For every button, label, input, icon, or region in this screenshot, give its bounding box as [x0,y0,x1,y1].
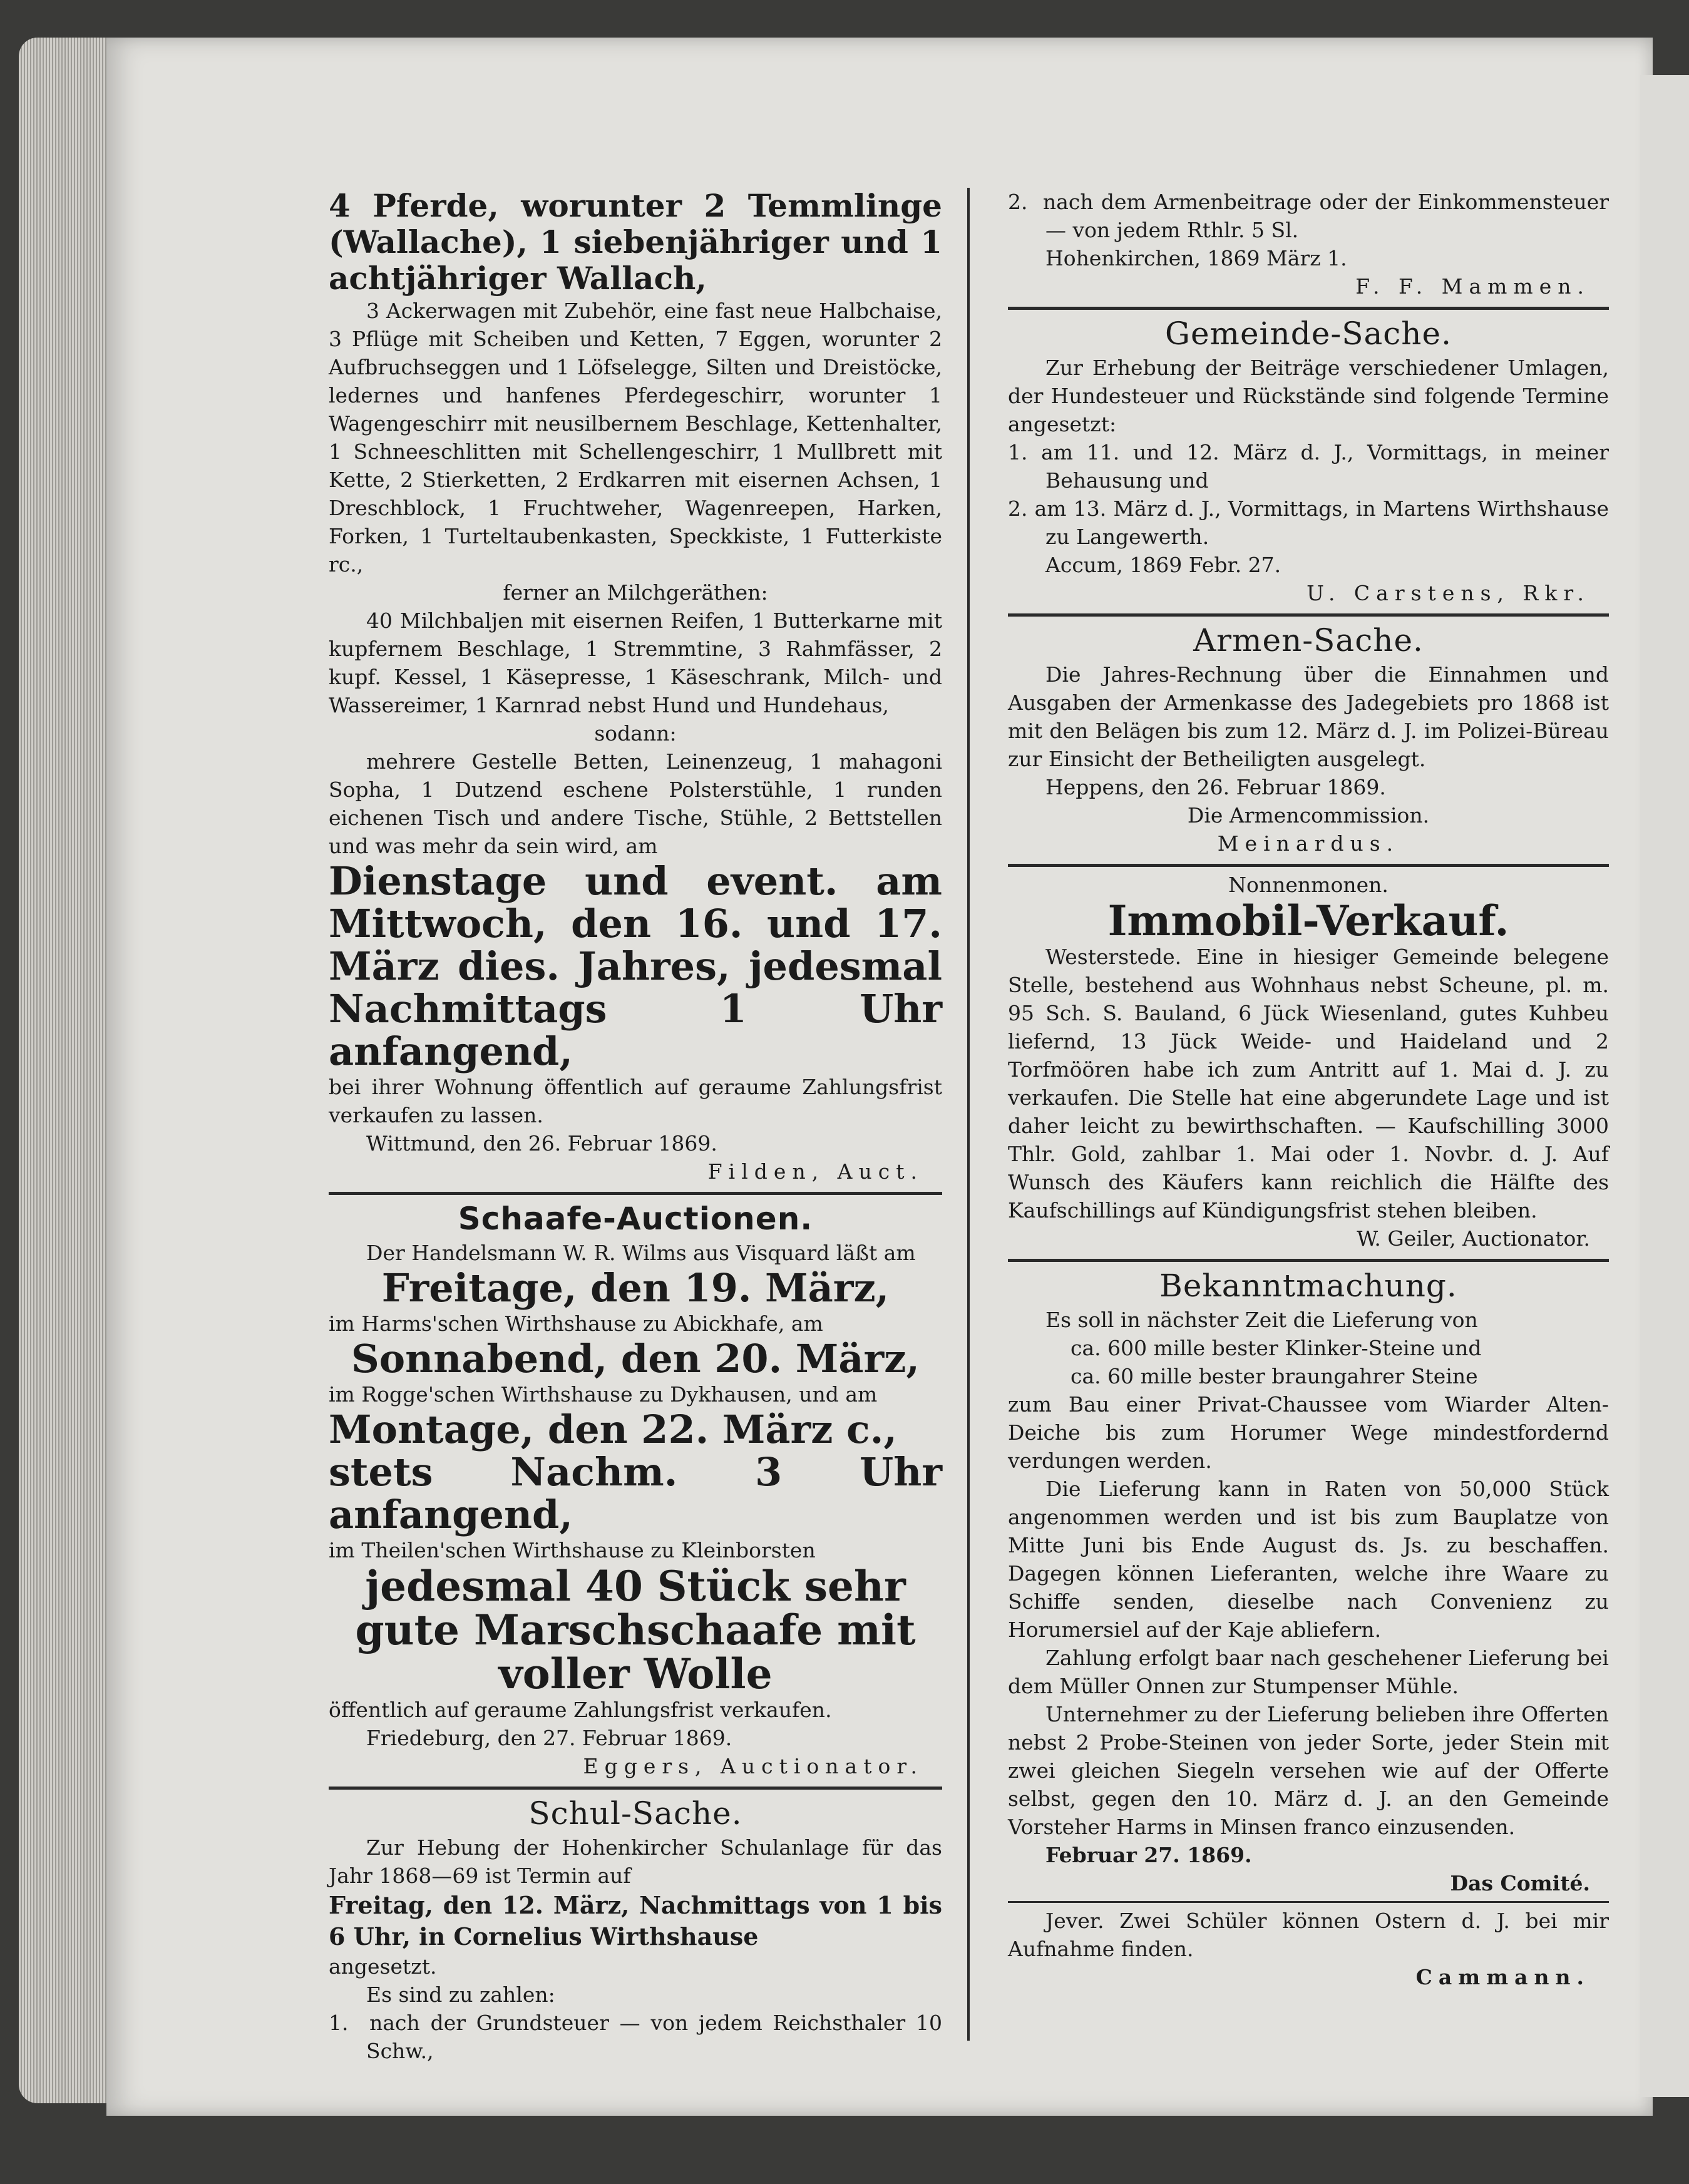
notice-body: Die Jahres-Rechnung über die Einnahmen und Ausgaben der Armenkasse des Jadegebiets pro 1868 ist mit den Belägen bis zum 12. März d. J. im Polizei-Büreau zur Einsicht der Betheiligten ausgelegt. [1008,662,1609,771]
auction-location: im Rogge'schen Wirthshause zu Dykhausen, und am [329,1382,878,1407]
section-rule [1008,307,1609,310]
section-heading: Bekanntmachung. [1159,1268,1457,1304]
announcement-date: Februar 27. 1869. [1045,1843,1252,1867]
signature: Filden, Auct. [707,1159,923,1184]
section-heading: Schaafe-Auctionen. [458,1201,813,1237]
payment-item [1008,188,1609,244]
signature: W. Geiler, Auctionator. [1357,1226,1590,1251]
item-text: nach dem Armenbeitrage oder der Einkommensteuer — von jedem Rthlr. 5 Sl. [1042,190,1609,242]
section-heading: Gemeinde-Sache. [1165,315,1452,352]
school-notice [329,1793,942,2065]
notice-body: Jever. Zwei Schüler können Ostern d. J. bei mir Aufnahme finden. [1008,1909,1609,1961]
section-rule [1008,613,1609,617]
school-notice-continued [1008,188,1609,300]
auction-lot: jedesmal 40 Stück sehr gute Marschschaafe mit voller Wolle [355,1562,916,1698]
signature: U. Carstens, Rkr. [1307,581,1590,605]
auction-location: im Theilen'schen Wirthshause zu Kleinborsten [329,1538,816,1562]
place-date: Heppens, den 26. Februar 1869. [1045,775,1386,799]
section-rule [1008,864,1609,867]
ad-title: 4 Pferde, worunter 2 Temmlinge (Wallache), 1 siebenjähriger und 1 achtjähriger Wallach, [329,187,942,297]
section-heading: Immobil-Verkauf. [1107,896,1509,945]
announcement-paragraph: zum Bau einer Privat-Chaussee vom Wiarder Alten-Deiche bis zum Horumer Wege mindestfordernd verdungen werden. [1008,1392,1609,1473]
poor-relief-notice [1008,620,1609,858]
facing-page-edge [1640,75,1689,2097]
announcement-line: Es soll in nächster Zeit die Lieferung von [1045,1308,1478,1332]
notice-pay: Es sind zu zahlen: [366,1982,555,2007]
place-date: Accum, 1869 Febr. 27. [1045,553,1281,577]
notice-intro: Zur Erhebung der Beiträge verschiedener Umlagen, der Hundesteuer und Rückstände sind folgende Termine angesetzt: [1008,356,1609,436]
overline-text: Nonnenmonen. [1228,873,1389,897]
announcement-line: ca. 600 mille bester Klinker-Steine und [1070,1336,1482,1360]
announcement-paragraph: Unternehmer zu der Lieferung belieben ihre Offerten nebst 2 Probe-Steinen von jeder Sorte, jeder Stein mit zwei gleichen Siegeln versehen wie auf der Offerte selbst, gegen den 10. März d. J. an den Gemeinde Vorsteher Harms in Minsen franco einzusenden. [1008,1702,1609,1839]
sheep-auction-ad [329,1199,942,1780]
ad-subheading: sodann: [594,721,677,746]
left-column [329,188,942,2065]
announcement [1008,1266,1609,1897]
announcement-line: ca. 60 mille bester braungahrer Steine [1070,1364,1478,1388]
notice-set: angesetzt. [329,1954,437,1979]
section-heading: Schul-Sache. [528,1795,742,1832]
right-column [1008,188,1609,1991]
book-edge [19,38,113,2103]
ad-body: mehrere Gestelle Betten, Leinenzeug, 1 mahagoni Sopha, 1 Dutzend eschene Polsterstühle, 1 runden eichenen Tisch und andere Tische, Stühle, 2 Bettstellen und was mehr da sein wird, am [329,749,942,858]
ad-intro: Der Handelsmann W. R. Wilms aus Visquard läßt am [366,1241,916,1265]
property-sale-ad [1008,871,1609,1253]
signature: Meinardus. [1217,831,1400,856]
ad-body: 40 Milchbaljen mit eisernen Reifen, 1 Butterkarne mit kupfernem Beschlage, 1 Stremmtine, 3 Rahmfässer, 2 kupf. Kessel, 1 Käsepresse, 1 Käseschrank, Milch- und Wassereimer, 1 Karnrad nebst Hund und Hundehaus, [329,608,942,717]
auction-date: Dienstage und event. am Mittwoch, den 16. und 17. März dies. Jahres, jedesmal Nachmittags 1 Uhr anfangend, [329,858,942,1074]
municipal-notice [1008,314,1609,607]
auction-date: Sonnabend, den 20. März, [351,1336,920,1382]
ad-subheading: ferner an Milchgeräthen: [503,580,768,605]
signature: Cammann. [1415,1965,1590,1989]
auction-date: Montage, den 22. März c., [329,1407,897,1452]
announcement-paragraph: Zahlung erfolgt baar nach geschehener Lieferung bei dem Müller Onnen zur Stumpenser Mühle. [1008,1646,1609,1698]
item-number: 1. [329,2011,349,2035]
term-item: 1. am 11. und 12. März d. J., Vormittags, in meiner Behausung und [1008,440,1609,493]
place-date: Friedeburg, den 27. Februar 1869. [366,1726,732,1750]
column-divider [967,188,970,2041]
ad-body: 3 Ackerwagen mit Zubehör, eine fast neue Halbchaise, 3 Pflüge mit Scheiben und Ketten, 7 Eggen, worunter 2 Aufbruchseggen und 1 Löfselegge, Silten und Dreistöcke, ledernes und hanfenes Pferdegeschirr, worunter 1 Wagengeschirr mit neusilbernem Beschlage, Kettenhalter, 1 Schneeschlitten mit Schellengeschirr, 1 Mullbrett mit Kette, 2 Stierketten, 2 Erdkarren mit eisernen Achsen, 1 Dreschblock, 1 Fruchtweher, Wagenreepen, Harken, Forken, 1 Turteltaubenkasten, Speckkiste, 1 Futterkiste rc., [329,299,942,577]
place-date: Wittmund, den 26. Februar 1869. [366,1131,717,1156]
item-number: 2. [1008,190,1028,214]
section-rule [1008,1901,1609,1903]
horse-auction-ad [329,188,942,1186]
section-rule [1008,1259,1609,1262]
item-text: nach der Grundsteuer — von jedem Reichsthaler 10 Schw., [366,2011,942,2063]
notice-intro: Zur Hebung der Hohenkircher Schulanlage für das Jahr 1868—69 ist Termin auf [329,1835,942,1888]
signature: F. F. Mammen. [1355,274,1590,299]
section-rule [329,1192,942,1195]
notice-date: Freitag, den 12. März, Nachmittags von 1 bis 6 Uhr, in Cornelius Wirthshause [329,1891,942,1951]
auction-date: Freitage, den 19. März, [381,1265,890,1311]
signature: Das Comité. [1450,1871,1590,1895]
section-rule [329,1787,942,1790]
auction-location: im Harms'schen Wirthshause zu Abickhafe, am [329,1311,823,1336]
ad-body: Westerstede. Eine in hiesiger Gemeinde belegene Stelle, bestehend aus Wohnhaus nebst Scheune, pl. m. 95 Sch. S. Bauland, 6 Jück Wiesenland, gutes Kuhbeu liefernd, 13 Jück Weide- und Haideland und 2 Torfmöören habe ich zum Antritt auf 1. Mai d. J. zu verkaufen. Die Stelle hat eine abgerundete Lage und ist daher leicht zu bewirthschaften. — Kaufschilling 3000 Thlr. Gold, zahlbar 1. Mai oder 1. Novbr. d. J. Auf Wunsch des Käufers kann reichlich die Hälfte des Kaufschillings auf Kündigungsfrist stehen bleiben. [1008,945,1609,1223]
payment-item [329,2009,942,2065]
organization: Die Armencommission. [1187,803,1430,828]
auction-time: stets Nachm. 3 Uhr anfangend, [329,1449,942,1537]
announcement-paragraph: Die Lieferung kann in Raten von 50,000 Stück angenommen werden und ist bis zum Bauplatze von Mitte Juni bis Ende August ds. Js. zu beschaffen. Dagegen können Lieferanten, welche ihre Waare zu Schiffe senden, dieselbe nach Convenienz zu Horumersiel auf der Kaje abliefern. [1008,1477,1609,1642]
term-item: 2. am 13. März d. J., Vormittags, in Martens Wirthshause zu Langewerth. [1008,496,1609,549]
signature: Eggers, Auctionator. [583,1754,923,1778]
section-heading: Armen-Sache. [1193,622,1424,659]
ad-tail: öffentlich auf geraume Zahlungsfrist verkaufen. [329,1698,832,1722]
jever-notice [1008,1907,1609,1991]
ad-tail: bei ihrer Wohnung öffentlich auf geraume Zahlungsfrist verkaufen zu lassen. [329,1075,942,1127]
place-date: Hohenkirchen, 1869 März 1. [1045,246,1347,270]
